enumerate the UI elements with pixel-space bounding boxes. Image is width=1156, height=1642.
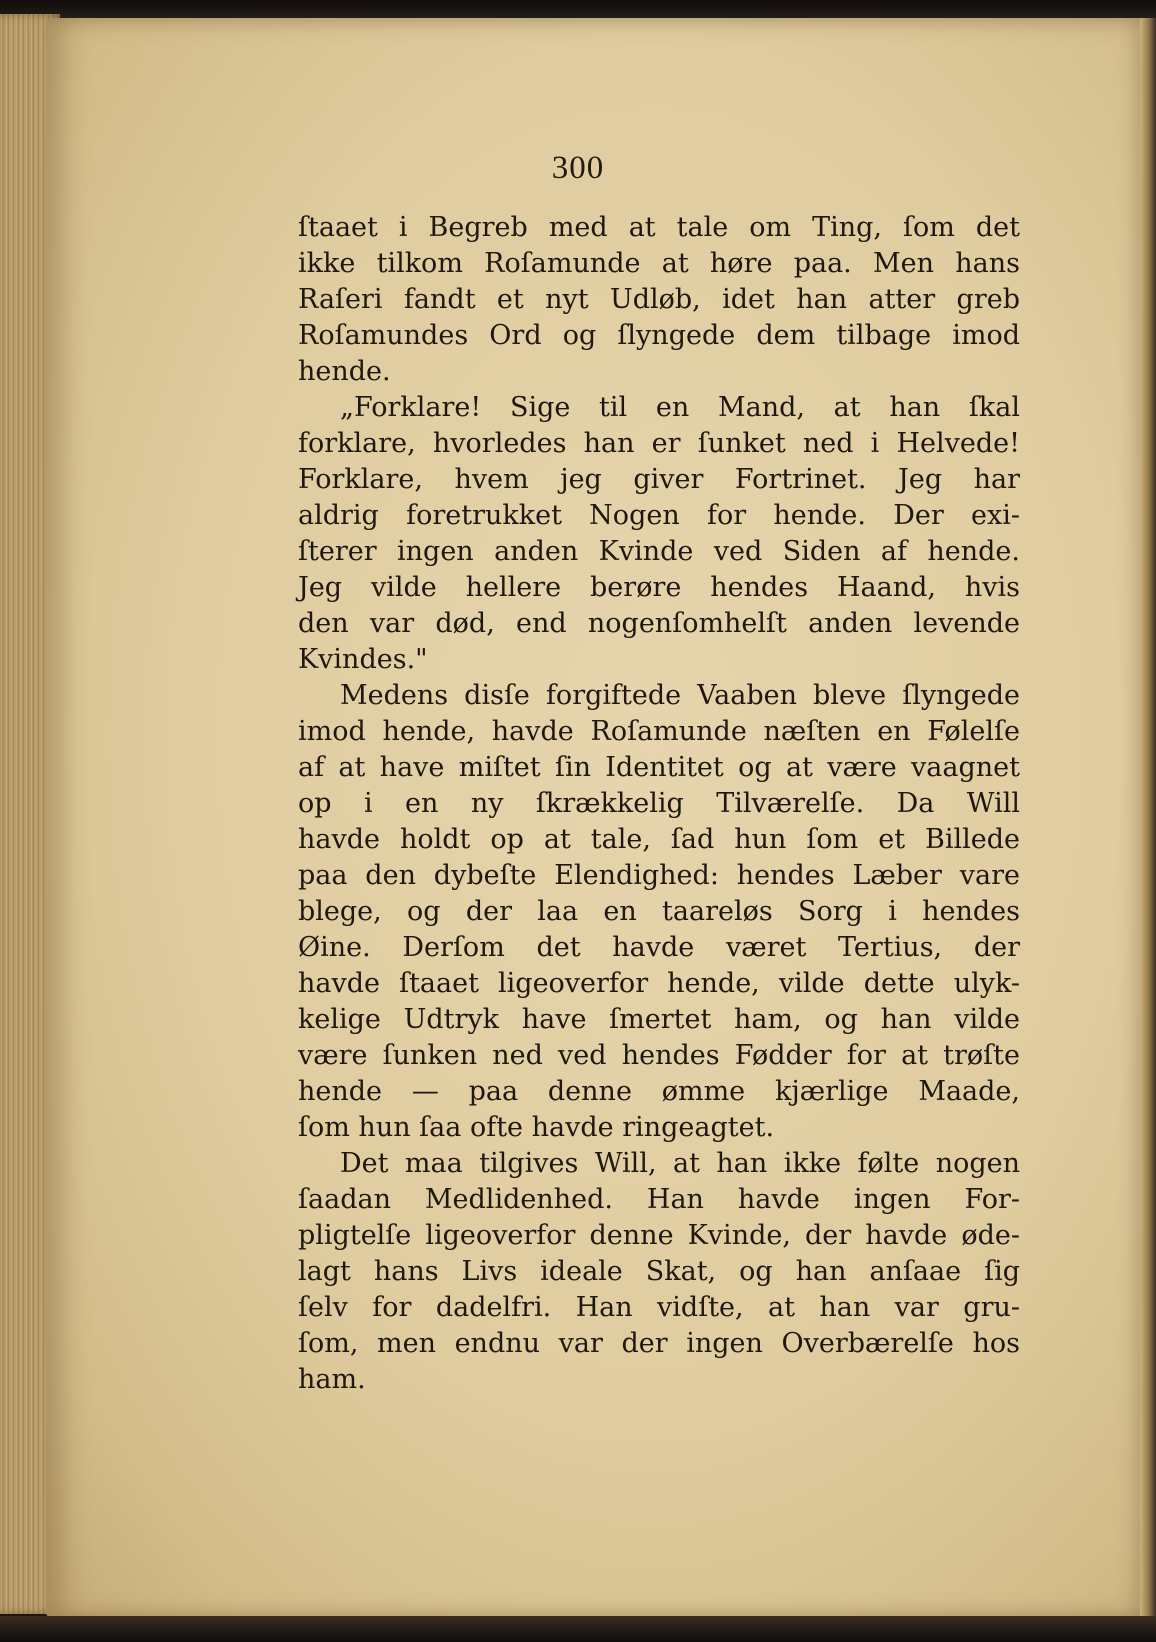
text-line: Kvindes." [298, 644, 428, 675]
text-line: ſterer ingen anden Kvinde ved Siden af hende. [298, 536, 1020, 567]
text-line: op i en ny ſkrækkelig Tilværelſe. Da Will [298, 788, 1020, 819]
text-line: ſom, men endnu var der ingen Overbærelſe hos [298, 1328, 1020, 1359]
body-text [298, 210, 1020, 1398]
text-line: ſaadan Medlidenhed. Han havde ingen For- [298, 1184, 1020, 1215]
text-line: ham. [298, 1364, 366, 1395]
text-line: Raſeri fandt et nyt Udløb, idet han atter greb [298, 284, 1020, 315]
book-spine-shadow [1140, 18, 1156, 1618]
text-line: Medens disſe forgiftede Vaaben bleve ſlyngede [340, 680, 1020, 711]
text-line: den var død, end nogenſomhelſt anden levende [298, 608, 1020, 639]
text-line: forklare, hvorledes han er ſunket ned i Helvede! [298, 428, 1020, 459]
text-line: lagt hans Livs ideale Skat, og han anſaae ſig [298, 1256, 1020, 1287]
text-line: pligtelſe ligeoverfor denne Kvinde, der havde øde- [298, 1220, 1020, 1251]
text-line: Det maa tilgives Will, at han ikke følte nogen [340, 1148, 1020, 1179]
text-line: Forklare, hvem jeg giver Fortrinet. Jeg har [298, 464, 1020, 495]
text-line: ſom hun ſaa ofte havde ringeagtet. [298, 1112, 775, 1143]
text-line: hende. [298, 356, 391, 387]
text-line: af at have miſtet ſin Identitet og at være vaagnet [298, 752, 1020, 783]
text-line: ikke tilkom Roſamunde at høre paa. Men hans [298, 248, 1020, 279]
text-line: kelige Udtryk have ſmertet ham, og han vilde [298, 1004, 1020, 1035]
page-number: 300 [551, 150, 605, 186]
text-line: Roſamundes Ord og ſlyngede dem tilbage imod [298, 320, 1020, 351]
text-line: ſtaaet i Begreb med at tale om Ting, ſom det [298, 212, 1020, 243]
text-line: være ſunken ned ved hendes Fødder for at trøſte [298, 1040, 1020, 1071]
text-line: Øine. Derſom det havde været Tertius, der [298, 932, 1020, 963]
text-line: aldrig foretrukket Nogen for hende. Der exi- [298, 500, 1020, 531]
text-line: paa den dybeſte Elendighed: hendes Læber vare [298, 860, 1020, 891]
text-line: havde holdt op at tale, ſad hun ſom et Billede [298, 824, 1020, 855]
scan-bottom-border [0, 1616, 1156, 1642]
text-line: Jeg vilde hellere berøre hendes Haand, hvis [298, 572, 1020, 603]
text-line: „Forklare! Sige til en Mand, at han ſkal [340, 392, 1020, 423]
text-line: imod hende, havde Roſamunde næſten en Følelſe [298, 716, 1020, 747]
text-line: havde ſtaaet ligeoverfor hende, vilde dette ulyk- [298, 968, 1020, 999]
text-line: ſelv for dadelfri. Han vidſte, at han var gru- [298, 1292, 1020, 1323]
text-line: hende — paa denne ømme kjærlige Maade, [298, 1076, 1020, 1107]
text-line: blege, og der laa en taareløs Sorg i hendes [298, 896, 1020, 927]
